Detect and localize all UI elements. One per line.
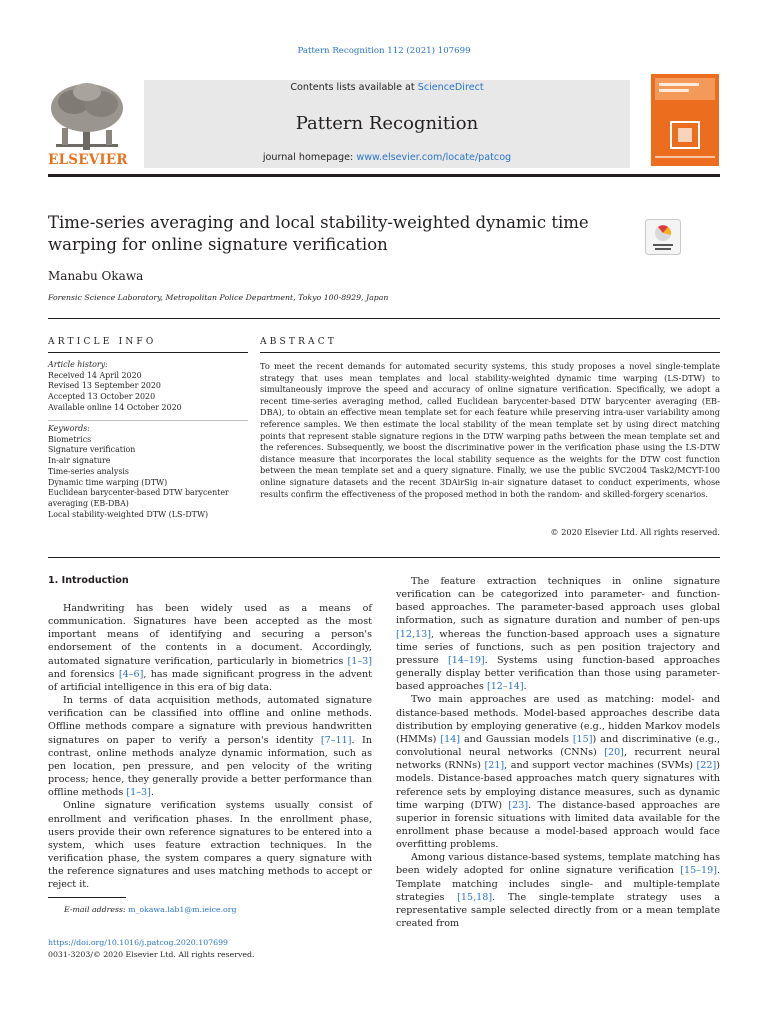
footnote-rule (48, 897, 126, 898)
section-rule-top (48, 318, 720, 319)
author-name: Manabu Okawa (48, 269, 144, 283)
article-title-line-1: Time-series averaging and local stability-weighted dynamic time (48, 213, 589, 232)
keyword: Biometrics (48, 434, 92, 444)
abstract-rule (260, 352, 720, 353)
abstract-copyright: © 2020 Elsevier Ltd. All rights reserved. (550, 527, 720, 537)
paragraph: Among various distance-based systems, template matching has been widely adopted for online signature verification [15–19]. Template matching includes single- and multiple-template strategies [15,18]. The single-template strategy uses a representative sample selected directly from or a mean template created from (396, 852, 721, 930)
paragraph: Two main approaches are used as matching: model- and distance-based methods. Model-based approaches describe data distribution by employing generative (e.g., hidden Markov models (HMMs) [14] and Gaussian models [15]) and discriminative (e.g., convolutional neural networks (CNNs) [20], recurrent neural networks (RNNs) [21], and support vector machines (SVMs) [22]) models. Distance-based approaches match query signatures with reference sets by employing distance measures, such as dynamic time warping (DTW) [23]. The distance-based approaches are superior in forensic situations with limited data available for the enrollment phase because a model-based approach would face overfitting problems. (396, 694, 721, 851)
section-heading-introduction: 1. Introduction (48, 575, 129, 586)
citation-link[interactable]: [23] (508, 799, 529, 811)
article-title (48, 212, 608, 256)
keyword: Local stability-weighted DTW (LS-DTW) (48, 509, 209, 519)
contents-line (144, 82, 630, 93)
homepage-prefix: journal homepage: (262, 152, 357, 163)
citation-link[interactable]: [14–19] (447, 654, 485, 666)
history-item: Revised 13 September 2020 (48, 381, 161, 391)
affiliation: Forensic Science Laboratory, Metropolitan Police Department, Tokyo 100-8929, Japan (48, 293, 389, 302)
check-for-updates-icon[interactable] (645, 219, 681, 255)
sciencedirect-link[interactable]: ScienceDirect (417, 82, 484, 93)
homepage-line (144, 152, 630, 163)
citation-link[interactable]: [12–14] (486, 681, 524, 693)
keyword: Time-series analysis (48, 466, 129, 476)
article-info-heading: ARTICLE INFO (48, 337, 157, 347)
section-rule-bottom (48, 557, 720, 558)
paragraph: Online signature verification systems usually consist of enrollment and verification phases. In the enrollment phase, users provide their own reference signatures to be entered into a system, which uses feature extraction techniques. In the verification phase, the system compares a query signature with the reference signatures and uses matching methods to accept or reject it. (48, 800, 372, 891)
doi-link[interactable]: https://doi.org/10.1016/j.patcog.2020.107699 (48, 938, 229, 947)
paragraph: Handwriting has been widely used as a means of communication. Signatures have been accepted as the most important means of identifying and securing a person's endorsement of the contents in a document. Accordingly, automated signature verification, particularly in biometrics [1–3] and forensics [4–6], has made significant progress in the advent of artificial intelligence in this era of big data. (48, 603, 372, 693)
abstract-text: To meet the recent demands for automated security systems, this study proposes a novel single-template strategy that uses mean templates and local stability-weighted dynamic time warping (LS-DTW) to simultaneously improve the speed and accuracy of online signature verification. Specifically, we adopt a recent time-series averaging method, called Euclidean barycenter-based DTW barycenter averaging (EB-DBA), to obtain an effective mean template set for each feature while preserving intra-user variability among reference samples. We then estimate the local stability of the mean template set by using direct matching points that represent stable signature regions in the DTW warping paths between the mean template set and the references. Subsequently, we boost the discriminative power in the verification phase using the LS-DTW distance measure that incorporates the local stability sequence as the weights for the DTW cost function between the mean template set and a query signature. Finally, we use the public SVC2004 Task2/MCYT-100 online signature datasets and the recent 3DAirSig in-air signature dataset to conduct experiments, whose results confirm the effectiveness of the proposed method in both the random- and skilled-forgery scenarios. (260, 361, 720, 499)
paragraph: The feature extraction techniques in online signature verification can be categorized into parameter- and function-based approaches. The parameter-based approach uses global information, such as signature duration and number of pen-ups [12,13], whereas the function-based approach uses a signature time series of functions, such as pen position trajectory and pressure [14–19]. Systems using function-based approaches generally display better verification than those using parameter-based approaches [12–14]. (396, 576, 720, 693)
keywords-rule (48, 420, 248, 421)
citation-link[interactable]: [15–19] (680, 865, 717, 877)
journal-reference-link[interactable]: Pattern Recognition 112 (2021) 107699 (297, 46, 471, 56)
intro-right-column (396, 575, 720, 930)
history-item: Accepted 13 October 2020 (48, 392, 156, 402)
citation-link[interactable]: [15,18] (457, 891, 493, 903)
email-label: E-mail address: (64, 905, 129, 914)
history-label: Article history: (48, 360, 108, 369)
issn-copyright: 0031-3203/© 2020 Elsevier Ltd. All rights reserved. (48, 950, 255, 959)
intro-left-column (48, 602, 372, 891)
history-item: Available online 14 October 2020 (48, 402, 182, 412)
keywords (48, 424, 248, 520)
keyword: In-air signature (48, 456, 111, 466)
citation-link[interactable]: [20] (604, 747, 624, 759)
publisher-wordmark: ELSEVIER (48, 152, 128, 168)
homepage-link[interactable]: www.elsevier.com/locate/patcog (356, 152, 512, 163)
citation-link[interactable]: [21] (484, 760, 505, 772)
journal-title: Pattern Recognition (295, 113, 479, 134)
citation-link[interactable]: [14] (440, 733, 461, 745)
author-email (64, 905, 236, 914)
citation-link[interactable]: [1–3] (126, 787, 151, 799)
article-history (48, 360, 248, 414)
abstract-heading: ABSTRACT (260, 337, 338, 347)
header-rule (48, 174, 720, 177)
citation-link[interactable]: [7–11] (320, 734, 352, 746)
email-link[interactable]: m_okawa.lab1@m.ieice.org (128, 905, 237, 914)
history-item: Received 14 April 2020 (48, 370, 142, 380)
citation-link[interactable]: [1–3] (347, 655, 372, 667)
citation-link[interactable]: [22] (696, 760, 717, 772)
keyword: Euclidean barycenter-based DTW barycenter (48, 488, 229, 498)
citation-link[interactable]: [12,13] (396, 628, 431, 640)
citation-link[interactable]: [4–6] (118, 668, 144, 680)
journal-cover-image (651, 74, 719, 166)
keyword: Dynamic time warping (DTW) (48, 477, 168, 487)
citation-link[interactable]: [15] (572, 733, 593, 745)
article-info-rule (48, 352, 248, 353)
contents-prefix: Contents lists available at (290, 82, 418, 93)
keyword: averaging (EB-DBA) (48, 498, 129, 508)
paragraph: In terms of data acquisition methods, automated signature verification can be classified into offline and online methods. Offline methods compare a signature with previous handwritten signatures on paper to verify a person's identity [7–11]. In contrast, online methods analyze dynamic information, such as pen location, pen pressure, and pen velocity of the writing process; hence, they generally provide a better performance than offline methods [1–3]. (48, 695, 372, 799)
keywords-label: Keywords: (48, 424, 90, 433)
article-title-line-2: warping for online signature verification (48, 235, 388, 254)
keyword: Signature verification (48, 445, 136, 455)
